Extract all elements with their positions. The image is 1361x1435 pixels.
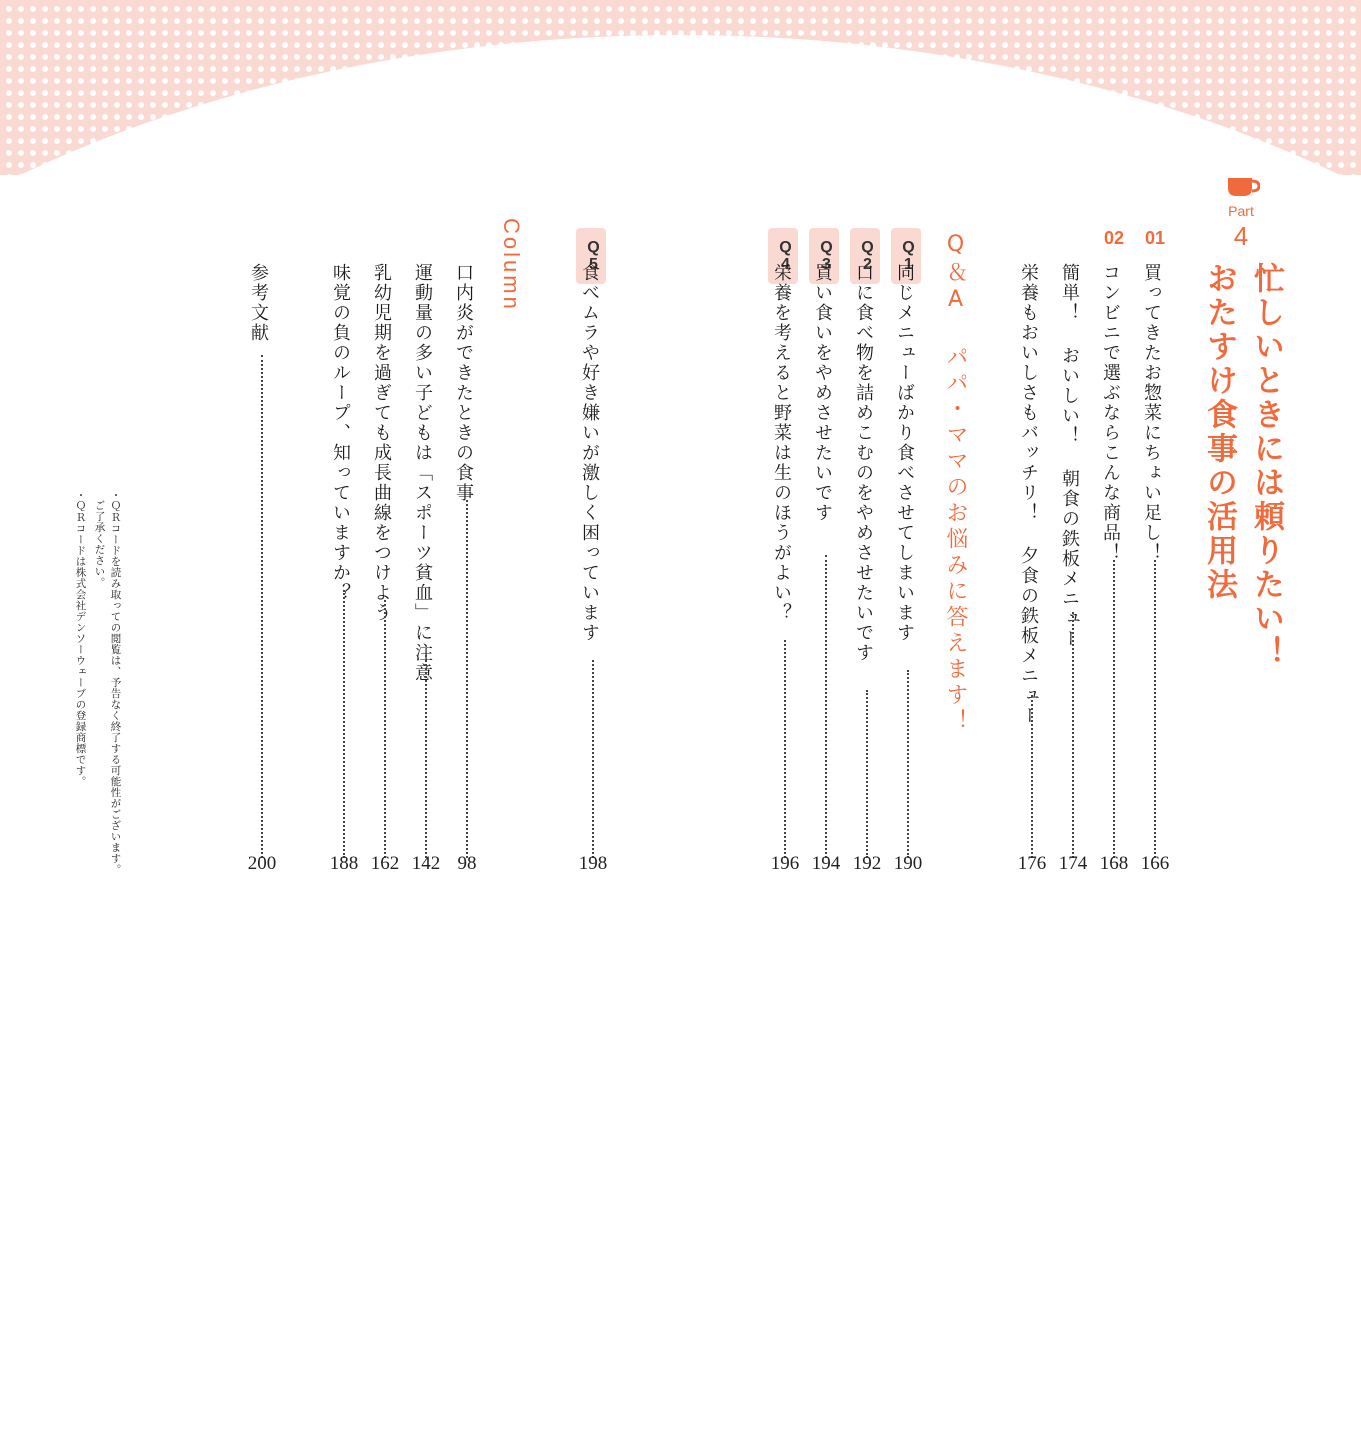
entry-page: 174: [1058, 853, 1088, 874]
toc-entry[interactable]: [768, 0, 802, 1000]
entry-page: 98: [457, 853, 477, 874]
entry-title: 口内炎ができたときの食事: [453, 263, 474, 503]
leader-dots: [1154, 560, 1156, 858]
leader-dots: [261, 355, 263, 858]
entry-title: 食べムラや好き嫌いが激しく困っています: [579, 263, 600, 643]
entry-page: 162: [370, 853, 400, 874]
part-title-line1: 忙しいときには頼りたい！: [1248, 262, 1284, 670]
entry-title: 味覚の負のループ、知っていますか？: [330, 263, 351, 603]
leader-dots: [784, 640, 786, 858]
entry-title: 栄養もおいしさもバッチリ！ 夕食の鉄板メニュー: [1018, 263, 1039, 726]
toc-entry[interactable]: [891, 0, 925, 1000]
part-label: Part: [1228, 203, 1254, 219]
entry-page: 196: [770, 853, 800, 874]
toc-entry[interactable]: [850, 0, 884, 1000]
question-badge: Q2: [850, 228, 880, 284]
entry-page: 190: [893, 853, 923, 874]
entry-page: 142: [411, 853, 441, 874]
toc-entry[interactable]: [576, 0, 610, 1000]
part-number: 4: [1233, 221, 1249, 251]
toc-entry[interactable]: [809, 0, 843, 1000]
leader-dots: [466, 500, 468, 858]
toc-entry[interactable]: [1056, 0, 1090, 1000]
entry-title: 参考文献: [248, 263, 269, 343]
toc-entry[interactable]: [368, 0, 402, 1000]
toc-entry[interactable]: [327, 0, 361, 1000]
entry-title: 簡単！ おいしい！ 朝食の鉄板メニュー: [1059, 263, 1080, 649]
entry-page: 176: [1017, 853, 1047, 874]
part-title-line2: おたすけ食事の活用法: [1201, 262, 1237, 602]
toc-entry[interactable]: [450, 0, 484, 1000]
cup-icon: [1226, 177, 1250, 196]
entry-title: 口に食べ物を詰めこむのをやめさせたいです: [853, 263, 874, 663]
entry-number: 01: [1144, 228, 1166, 248]
entry-title: 運動量の多い子どもは「スポーツ貧血」に注意: [412, 263, 433, 683]
qr-note-line1: ・ＱＲコードを読み取っての閲覧は、予告なく終了する可能性がございます。: [109, 490, 122, 875]
toc-entry[interactable]: [245, 0, 279, 1000]
leader-dots: [384, 600, 386, 858]
part-header: [1218, 175, 1266, 255]
leader-dots: [425, 655, 427, 858]
qa-heading: Q＆A パパ・ママのお悩みに答えます！: [943, 232, 968, 735]
leader-dots: [825, 555, 827, 858]
toc-entry[interactable]: [1138, 0, 1172, 1000]
question-badge: Q1: [891, 228, 921, 284]
entry-title: 乳幼児期を過ぎても成長曲線をつけよう: [371, 263, 392, 623]
entry-page: 188: [329, 853, 359, 874]
entry-page: 192: [852, 853, 882, 874]
toc-entry[interactable]: [1097, 0, 1131, 1000]
entry-title: 買ってきたお惣菜にちょい足し！: [1141, 263, 1162, 563]
entry-number: 02: [1103, 228, 1125, 248]
leader-dots: [866, 690, 868, 858]
question-badge: Q3: [809, 228, 839, 284]
toc-entry[interactable]: [1015, 0, 1049, 1000]
toc-entry[interactable]: [409, 0, 443, 1000]
entry-title: コンビニで選ぶならこんな商品！: [1100, 263, 1121, 563]
entry-page: 200: [247, 853, 277, 874]
leader-dots: [592, 660, 594, 858]
leader-dots: [1031, 695, 1033, 858]
leader-dots: [907, 670, 909, 858]
leader-dots: [343, 590, 345, 858]
qr-note-line3: ・ＱＲコードは株式会社デンソーウェーブの登録商標です。: [74, 490, 87, 787]
leader-dots: [1113, 560, 1115, 858]
entry-page: 198: [578, 853, 608, 874]
entry-title: 買い食いをやめさせたいです: [812, 263, 833, 523]
question-badge: Q4: [768, 228, 798, 284]
question-badge: Q5: [576, 228, 606, 284]
leader-dots: [1072, 612, 1074, 858]
entry-title: 栄養を考えると野菜は生のほうがよい？: [771, 263, 792, 623]
qr-note-line2: ご了承ください。: [93, 500, 106, 588]
entry-page: 168: [1099, 853, 1129, 874]
entry-title: 同じメニューばかり食べさせてしまいます: [894, 263, 915, 643]
column-heading: Column: [499, 218, 524, 312]
entry-page: 194: [811, 853, 841, 874]
entry-page: 166: [1140, 853, 1170, 874]
